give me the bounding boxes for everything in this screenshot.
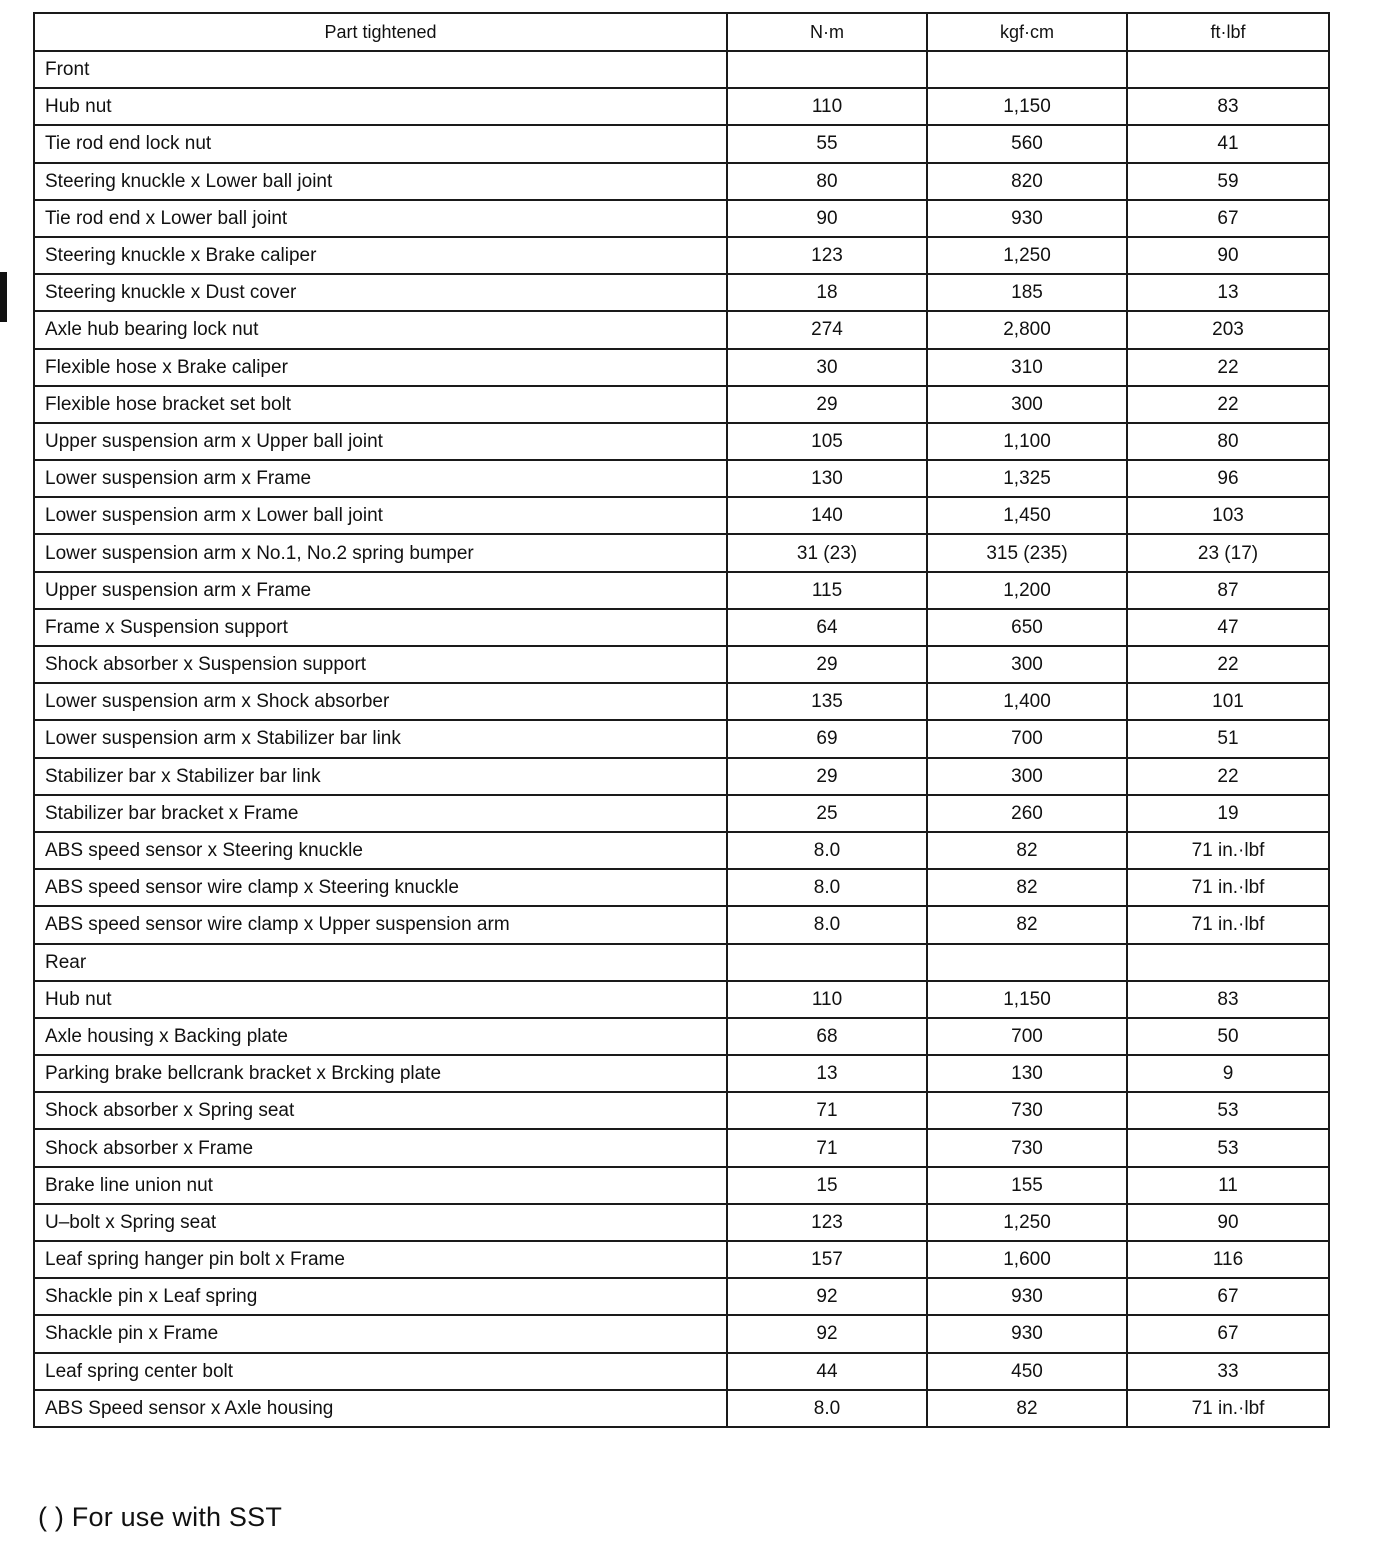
table-row [34, 1241, 1329, 1278]
part-cell: Tie rod end lock nut [34, 125, 727, 162]
kgf-cm-cell: 700 [927, 720, 1127, 757]
part-cell: Shock absorber x Spring seat [34, 1092, 727, 1129]
ft-lbf-cell: 33 [1127, 1353, 1329, 1390]
kgf-cm-cell: 1,600 [927, 1241, 1127, 1278]
part-cell: ABS speed sensor x Steering knuckle [34, 832, 727, 869]
nm-cell: 157 [727, 1241, 927, 1278]
torque-spec-table [33, 12, 1330, 1428]
part-cell: Steering knuckle x Brake caliper [34, 237, 727, 274]
part-cell: Flexible hose bracket set bolt [34, 386, 727, 423]
part-cell: Lower suspension arm x Stabilizer bar link [34, 720, 727, 757]
part-cell: Shackle pin x Frame [34, 1315, 727, 1352]
nm-cell: 29 [727, 646, 927, 683]
part-cell: Hub nut [34, 88, 727, 125]
kgf-cm-cell: 300 [927, 646, 1127, 683]
ft-lbf-cell: 67 [1127, 1315, 1329, 1352]
ft-lbf-cell: 96 [1127, 460, 1329, 497]
part-cell: Shock absorber x Frame [34, 1129, 727, 1166]
ft-lbf-cell: 80 [1127, 423, 1329, 460]
table-row [34, 1204, 1329, 1241]
nm-cell [727, 944, 927, 981]
part-cell: Front [34, 51, 727, 88]
ft-lbf-cell: 90 [1127, 237, 1329, 274]
ft-lbf-cell: 22 [1127, 349, 1329, 386]
part-cell: Tie rod end x Lower ball joint [34, 200, 727, 237]
nm-cell: 8.0 [727, 869, 927, 906]
table-row [34, 720, 1329, 757]
nm-cell: 140 [727, 497, 927, 534]
nm-cell: 274 [727, 311, 927, 348]
table-row [34, 832, 1329, 869]
ft-lbf-cell: 9 [1127, 1055, 1329, 1092]
ft-lbf-cell: 53 [1127, 1129, 1329, 1166]
table-body [34, 51, 1329, 1427]
ft-lbf-cell: 116 [1127, 1241, 1329, 1278]
nm-cell: 90 [727, 200, 927, 237]
kgf-cm-cell: 1,250 [927, 1204, 1127, 1241]
kgf-cm-cell: 1,400 [927, 683, 1127, 720]
part-cell: Lower suspension arm x Frame [34, 460, 727, 497]
kgf-cm-cell: 155 [927, 1167, 1127, 1204]
table-row [34, 237, 1329, 274]
table-row [34, 869, 1329, 906]
nm-cell: 69 [727, 720, 927, 757]
table-row [34, 497, 1329, 534]
nm-cell: 110 [727, 981, 927, 1018]
part-cell: ABS speed sensor wire clamp x Steering knuckle [34, 869, 727, 906]
table-row [34, 646, 1329, 683]
part-cell: Lower suspension arm x Shock absorber [34, 683, 727, 720]
kgf-cm-cell: 82 [927, 869, 1127, 906]
kgf-cm-cell [927, 51, 1127, 88]
table-row [34, 349, 1329, 386]
kgf-cm-cell: 1,325 [927, 460, 1127, 497]
ft-lbf-cell: 83 [1127, 88, 1329, 125]
nm-cell: 105 [727, 423, 927, 460]
ft-lbf-cell: 67 [1127, 200, 1329, 237]
ft-lbf-cell: 71 in.·lbf [1127, 1390, 1329, 1427]
table-row [34, 1353, 1329, 1390]
nm-cell: 123 [727, 237, 927, 274]
kgf-cm-cell: 300 [927, 386, 1127, 423]
footnote-sst: ( ) For use with SST [38, 1502, 283, 1532]
part-cell: Rear [34, 944, 727, 981]
nm-cell: 25 [727, 795, 927, 832]
part-cell: Upper suspension arm x Frame [34, 572, 727, 609]
header-kgf-cm: kgf·cm [927, 13, 1127, 51]
nm-cell: 15 [727, 1167, 927, 1204]
kgf-cm-cell: 315 (235) [927, 534, 1127, 571]
nm-cell [727, 51, 927, 88]
ft-lbf-cell: 67 [1127, 1278, 1329, 1315]
kgf-cm-cell: 130 [927, 1055, 1127, 1092]
ft-lbf-cell: 50 [1127, 1018, 1329, 1055]
table-row [34, 944, 1329, 981]
table-row [34, 981, 1329, 1018]
table-row [34, 1390, 1329, 1427]
part-cell: Upper suspension arm x Upper ball joint [34, 423, 727, 460]
part-cell: Frame x Suspension support [34, 609, 727, 646]
ft-lbf-cell [1127, 944, 1329, 981]
table-row [34, 311, 1329, 348]
ft-lbf-cell: 22 [1127, 386, 1329, 423]
ft-lbf-cell: 203 [1127, 311, 1329, 348]
table-row [34, 1055, 1329, 1092]
kgf-cm-cell [927, 944, 1127, 981]
kgf-cm-cell: 560 [927, 125, 1127, 162]
nm-cell: 123 [727, 1204, 927, 1241]
kgf-cm-cell: 650 [927, 609, 1127, 646]
part-cell: Axle hub bearing lock nut [34, 311, 727, 348]
nm-cell: 115 [727, 572, 927, 609]
nm-cell: 92 [727, 1278, 927, 1315]
ft-lbf-cell: 59 [1127, 163, 1329, 200]
table-row [34, 1167, 1329, 1204]
table-row [34, 534, 1329, 571]
table-row [34, 1092, 1329, 1129]
kgf-cm-cell: 260 [927, 795, 1127, 832]
table-row [34, 906, 1329, 943]
table-row [34, 609, 1329, 646]
ft-lbf-cell: 53 [1127, 1092, 1329, 1129]
table-row [34, 125, 1329, 162]
nm-cell: 80 [727, 163, 927, 200]
nm-cell: 44 [727, 1353, 927, 1390]
ft-lbf-cell: 11 [1127, 1167, 1329, 1204]
nm-cell: 29 [727, 758, 927, 795]
header-nm: N·m [727, 13, 927, 51]
ft-lbf-cell: 13 [1127, 274, 1329, 311]
part-cell: Leaf spring center bolt [34, 1353, 727, 1390]
nm-cell: 130 [727, 460, 927, 497]
part-cell: Parking brake bellcrank bracket x Brcking plate [34, 1055, 727, 1092]
part-cell: Stabilizer bar x Stabilizer bar link [34, 758, 727, 795]
ft-lbf-cell: 71 in.·lbf [1127, 906, 1329, 943]
nm-cell: 13 [727, 1055, 927, 1092]
ft-lbf-cell [1127, 51, 1329, 88]
part-cell: Leaf spring hanger pin bolt x Frame [34, 1241, 727, 1278]
kgf-cm-cell: 82 [927, 1390, 1127, 1427]
kgf-cm-cell: 450 [927, 1353, 1127, 1390]
kgf-cm-cell: 82 [927, 906, 1127, 943]
table-row [34, 386, 1329, 423]
kgf-cm-cell: 1,250 [927, 237, 1127, 274]
part-cell: Flexible hose x Brake caliper [34, 349, 727, 386]
kgf-cm-cell: 930 [927, 200, 1127, 237]
part-cell: Steering knuckle x Dust cover [34, 274, 727, 311]
kgf-cm-cell: 1,450 [927, 497, 1127, 534]
ft-lbf-cell: 23 (17) [1127, 534, 1329, 571]
part-cell: Lower suspension arm x Lower ball joint [34, 497, 727, 534]
table-row [34, 1278, 1329, 1315]
kgf-cm-cell: 1,100 [927, 423, 1127, 460]
table-row [34, 274, 1329, 311]
table-row [34, 758, 1329, 795]
kgf-cm-cell: 930 [927, 1278, 1127, 1315]
nm-cell: 8.0 [727, 832, 927, 869]
kgf-cm-cell: 730 [927, 1092, 1127, 1129]
ft-lbf-cell: 41 [1127, 125, 1329, 162]
table-row [34, 1315, 1329, 1352]
table-row [34, 572, 1329, 609]
ft-lbf-cell: 22 [1127, 758, 1329, 795]
kgf-cm-cell: 930 [927, 1315, 1127, 1352]
table-header-row [34, 13, 1329, 51]
header-ft-lbf: ft·lbf [1127, 13, 1329, 51]
table-row [34, 683, 1329, 720]
table-row [34, 1018, 1329, 1055]
nm-cell: 8.0 [727, 906, 927, 943]
ft-lbf-cell: 90 [1127, 1204, 1329, 1241]
ft-lbf-cell: 71 in.·lbf [1127, 832, 1329, 869]
table-row [34, 200, 1329, 237]
kgf-cm-cell: 820 [927, 163, 1127, 200]
nm-cell: 30 [727, 349, 927, 386]
table-row [34, 88, 1329, 125]
table-row [34, 423, 1329, 460]
nm-cell: 18 [727, 274, 927, 311]
kgf-cm-cell: 1,150 [927, 981, 1127, 1018]
margin-change-bar [0, 272, 7, 322]
table-row [34, 460, 1329, 497]
part-cell: Hub nut [34, 981, 727, 1018]
table-row [34, 1129, 1329, 1166]
kgf-cm-cell: 730 [927, 1129, 1127, 1166]
ft-lbf-cell: 103 [1127, 497, 1329, 534]
kgf-cm-cell: 185 [927, 274, 1127, 311]
ft-lbf-cell: 87 [1127, 572, 1329, 609]
ft-lbf-cell: 22 [1127, 646, 1329, 683]
nm-cell: 29 [727, 386, 927, 423]
ft-lbf-cell: 19 [1127, 795, 1329, 832]
part-cell: ABS speed sensor wire clamp x Upper suspension arm [34, 906, 727, 943]
part-cell: U–bolt x Spring seat [34, 1204, 727, 1241]
ft-lbf-cell: 83 [1127, 981, 1329, 1018]
nm-cell: 31 (23) [727, 534, 927, 571]
ft-lbf-cell: 71 in.·lbf [1127, 869, 1329, 906]
ft-lbf-cell: 47 [1127, 609, 1329, 646]
part-cell: Shackle pin x Leaf spring [34, 1278, 727, 1315]
part-cell: Brake line union nut [34, 1167, 727, 1204]
part-cell: Lower suspension arm x No.1, No.2 spring bumper [34, 534, 727, 571]
kgf-cm-cell: 1,200 [927, 572, 1127, 609]
nm-cell: 110 [727, 88, 927, 125]
table-row [34, 163, 1329, 200]
part-cell: Steering knuckle x Lower ball joint [34, 163, 727, 200]
ft-lbf-cell: 101 [1127, 683, 1329, 720]
ft-lbf-cell: 51 [1127, 720, 1329, 757]
nm-cell: 55 [727, 125, 927, 162]
kgf-cm-cell: 300 [927, 758, 1127, 795]
nm-cell: 71 [727, 1129, 927, 1166]
nm-cell: 92 [727, 1315, 927, 1352]
part-cell: Stabilizer bar bracket x Frame [34, 795, 727, 832]
kgf-cm-cell: 82 [927, 832, 1127, 869]
kgf-cm-cell: 2,800 [927, 311, 1127, 348]
kgf-cm-cell: 700 [927, 1018, 1127, 1055]
table-row [34, 51, 1329, 88]
nm-cell: 64 [727, 609, 927, 646]
nm-cell: 135 [727, 683, 927, 720]
header-part-tightened: Part tightened [34, 13, 727, 51]
part-cell: Shock absorber x Suspension support [34, 646, 727, 683]
nm-cell: 68 [727, 1018, 927, 1055]
kgf-cm-cell: 1,150 [927, 88, 1127, 125]
nm-cell: 71 [727, 1092, 927, 1129]
table-row [34, 795, 1329, 832]
part-cell: Axle housing x Backing plate [34, 1018, 727, 1055]
part-cell: ABS Speed sensor x Axle housing [34, 1390, 727, 1427]
nm-cell: 8.0 [727, 1390, 927, 1427]
kgf-cm-cell: 310 [927, 349, 1127, 386]
